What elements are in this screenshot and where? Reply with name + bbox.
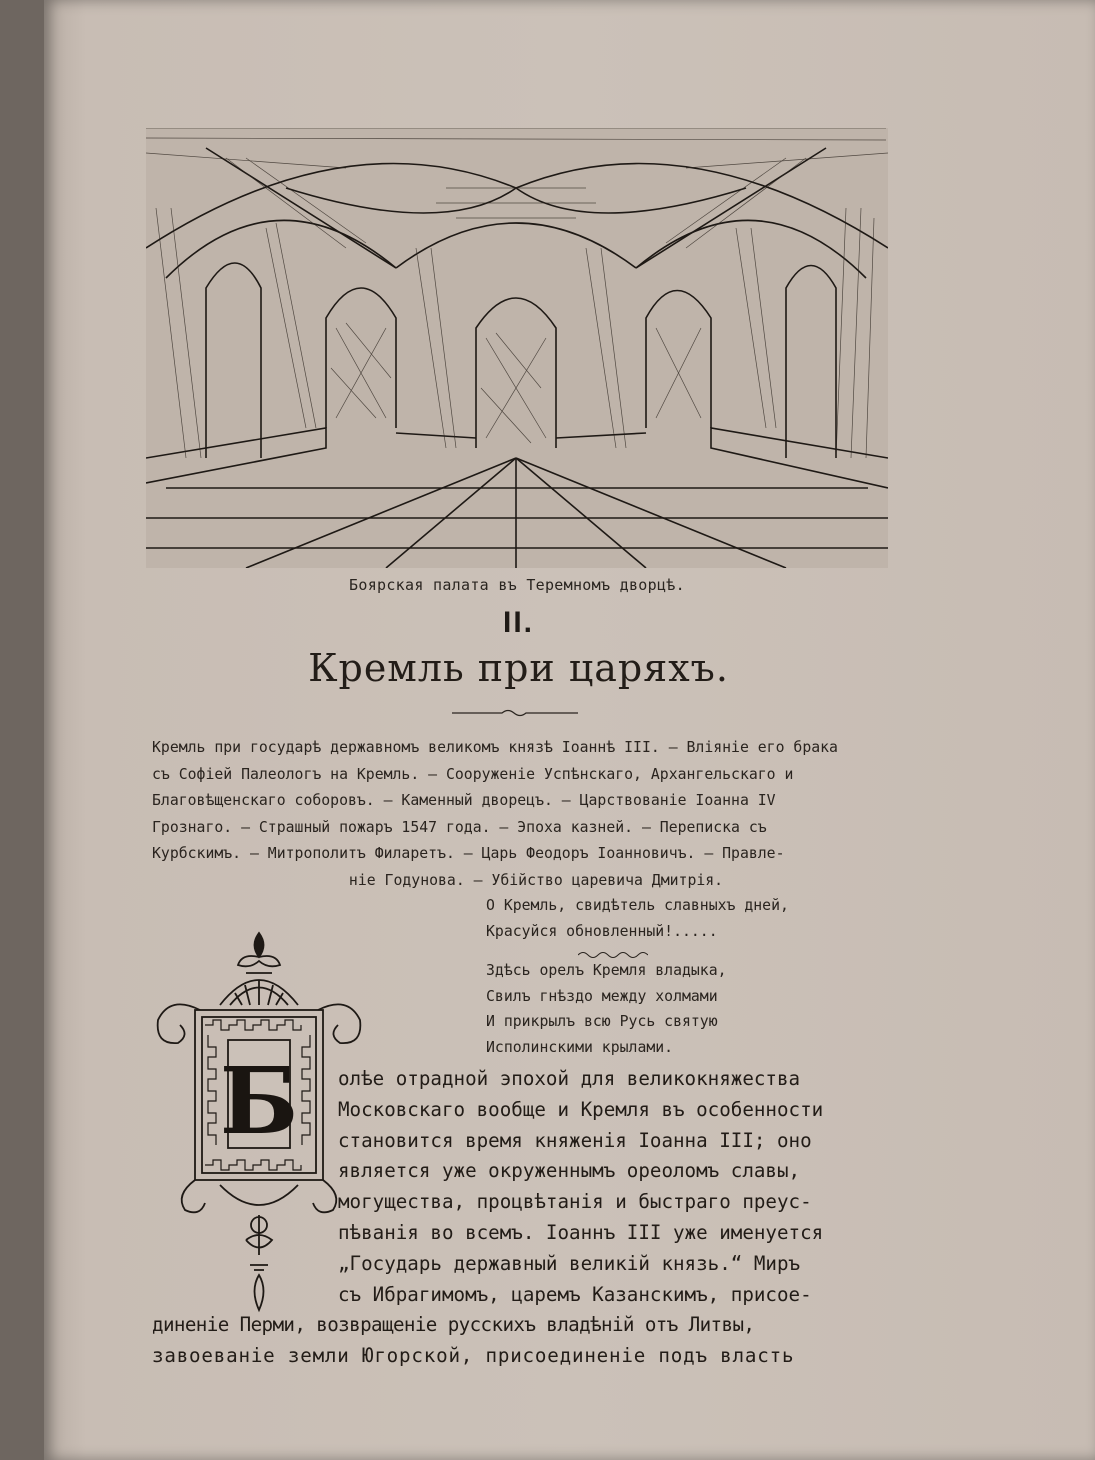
body-line: олѣе отрадной эпохой для великокняжества xyxy=(338,1067,801,1090)
body-line: могущества, процвѣтанія и быстраго преус- xyxy=(338,1190,812,1214)
drop-cap-letter: Б xyxy=(219,1047,299,1155)
body-line: становится время княженія Іоанна III; оно xyxy=(338,1128,812,1152)
summary-line: Курбскимъ. — Митрополитъ Филаретъ. — Царь Феодоръ Іоанновичъ. — Правле- xyxy=(152,845,785,862)
epigraph-separator xyxy=(486,944,846,958)
boyar-chamber-illustration xyxy=(146,128,888,568)
epigraph-line: И прикрылъ всю Русь святую xyxy=(486,1013,718,1030)
chapter-number: II. xyxy=(502,606,534,639)
epigraph-line: Здѣсь орелъ Кремля владыка, xyxy=(486,962,727,979)
body-line: пѣванія во всемъ. Іоаннъ III уже именуется xyxy=(338,1220,824,1244)
chapter-summary xyxy=(152,735,880,894)
summary-line: Кремль при государѣ державномъ великомъ князѣ Іоаннѣ III. — Вліяніе его брака xyxy=(152,739,838,756)
body-line: завоеваніе земли Югорской, присоединеніе подъ власть xyxy=(152,1344,795,1368)
summary-line: ніе Годунова. — Убійство царевича Дмитрія. xyxy=(348,871,724,889)
title-divider xyxy=(452,705,578,721)
chapter-title: Кремль при царяхъ. xyxy=(308,646,729,690)
epigraph-line: Красуйся обновленный!..... xyxy=(486,922,718,940)
illustration-caption: Боярская палата въ Теремномъ дворцѣ. xyxy=(349,576,685,594)
epigraph xyxy=(486,893,846,1060)
summary-line: Грознаго. — Страшный пожаръ 1547 года. — Эпоха казней. — Переписка съ xyxy=(152,818,767,836)
body-line: съ Ибрагимомъ, царемъ Казанскимъ, присое- xyxy=(338,1282,812,1306)
body-line: Московскаго вообще и Кремля въ особенности xyxy=(338,1097,824,1121)
summary-line: Благовѣщенскаго соборовъ. — Каменный дворецъ. — Царствованіе Іоанна IV xyxy=(152,792,776,809)
body-text xyxy=(152,1064,882,1372)
body-line: „Государь державный великій князь.“ Миръ xyxy=(338,1251,801,1275)
body-line: является уже окруженнымъ ореоломъ славы, xyxy=(338,1159,801,1183)
epigraph-line: Свилъ гнѣздо между холмами xyxy=(486,987,718,1005)
epigraph-line: О Кремль, свидѣтель славныхъ дней, xyxy=(486,897,789,914)
epigraph-line: Исполинскими крылами. xyxy=(486,1038,674,1056)
body-line: диненіе Перми, возвращеніе русскихъ владѣній отъ Литвы, xyxy=(152,1313,755,1337)
summary-line: съ Софіей Палеологъ на Кремль. — Сооруженіе Успѣнскаго, Архангельскаго и xyxy=(152,765,794,783)
